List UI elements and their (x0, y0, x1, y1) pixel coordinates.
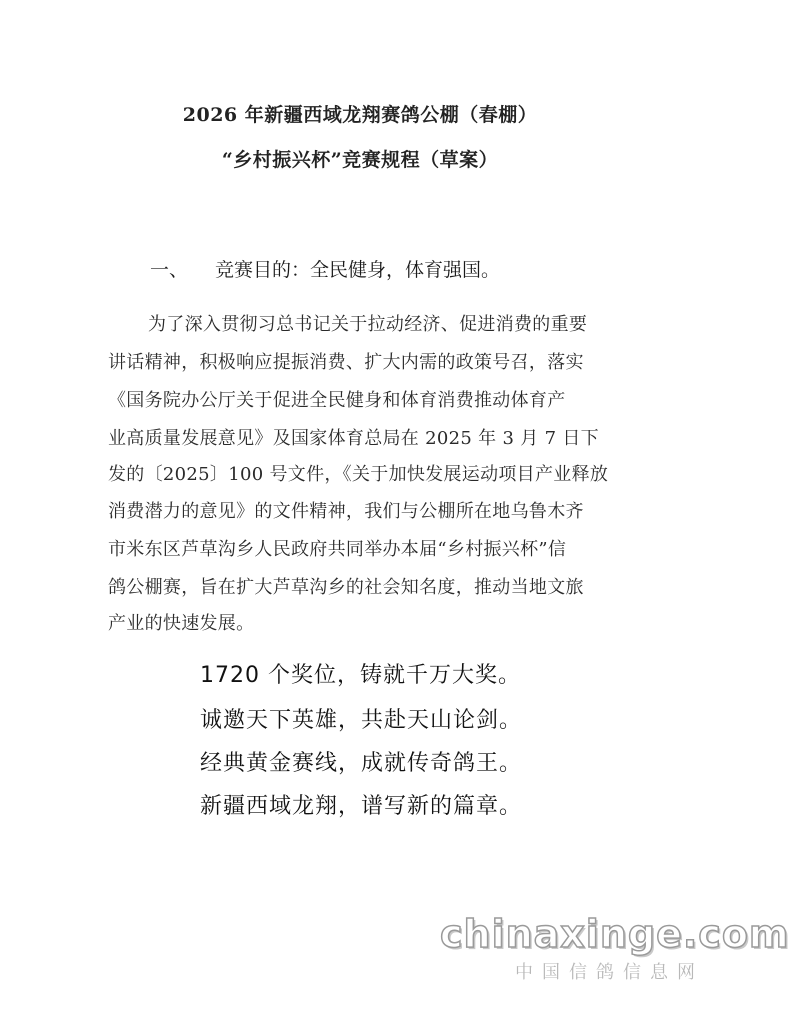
slogan-line: 新疆西域龙翔，谱写新的篇章。 (200, 794, 523, 819)
paragraph-line: 产业的快速发展。 (108, 613, 255, 634)
paragraph-line: 市米东区芦草沟乡人民政府共同举办本届“乡村振兴杯”信 (108, 539, 567, 560)
watermark-site-name: 中国信鸽信息网 (515, 962, 704, 983)
slogan-line: 经典黄金赛线，成就传奇鸽王。 (200, 751, 523, 776)
paragraph-line: 为了深入贯彻习总书记关于拉动经济、促进消费的重要 (148, 314, 588, 335)
section-heading (150, 255, 500, 282)
watermark-url: chinaxinge.com (440, 912, 790, 956)
slogan-line: 1720 个奖位，铸就千万大奖。 (200, 663, 521, 688)
document-title-line1: 2026 年新疆西域龙翔赛鸽公棚（春棚） (182, 104, 538, 126)
paragraph-line: 鸽公棚赛，旨在扩大芦草沟乡的社会知名度，推动当地文旅 (108, 577, 584, 598)
paragraph-line: 消费潜力的意见》的文件精神，我们与公棚所在地乌鲁木齐 (108, 501, 584, 522)
paragraph-line: 发的〔2025〕100 号文件，《关于加快发展运动项目产业释放 (108, 464, 609, 485)
document-title-line2: “乡村振兴杯”竞赛规程（草案） (221, 149, 499, 171)
paragraph-line: 业高质量发展意见》及国家体育总局在 2025 年 3 月 7 日下 (108, 428, 599, 449)
section-heading-text: 竞赛目的：全民健身，体育强国。 (215, 259, 501, 281)
paragraph-line: 讲话精神，积极响应提振消费、扩大内需的政策号召，落实 (108, 352, 584, 373)
section-number: 一、 (150, 259, 189, 281)
paragraph-line: 《国务院办公厅关于促进全民健身和体育消费推动体育产 (108, 390, 566, 411)
slogan-line: 诚邀天下英雄，共赴天山论剑。 (200, 708, 523, 733)
